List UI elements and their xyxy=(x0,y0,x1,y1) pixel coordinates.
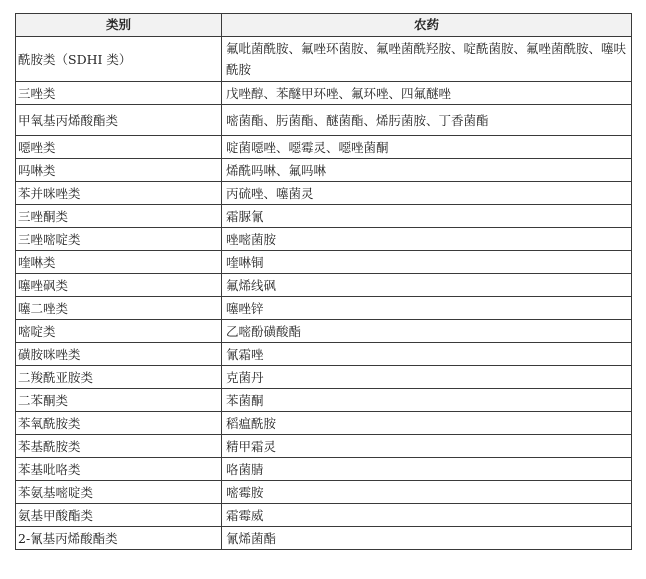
table-row xyxy=(16,136,632,159)
category-cell: 酰胺类（SDHI 类） xyxy=(16,37,222,82)
pesticide-classification-table xyxy=(15,13,632,550)
table-row xyxy=(16,274,632,297)
category-cell: 氨基甲酸酯类 xyxy=(16,504,222,527)
pesticide-cell: 嘧霉胺 xyxy=(222,481,632,504)
table-row xyxy=(16,389,632,412)
pesticide-cell: 啶菌噁唑、噁霉灵、噁唑菌酮 xyxy=(222,136,632,159)
column-header-pesticide: 农药 xyxy=(222,14,632,37)
pesticide-cell: 氰烯菌酯 xyxy=(222,527,632,550)
table-row xyxy=(16,481,632,504)
category-cell: 甲氧基丙烯酸酯类 xyxy=(16,105,222,136)
category-cell: 苯基酰胺类 xyxy=(16,435,222,458)
category-cell: 三唑酮类 xyxy=(16,205,222,228)
pesticide-cell: 氟吡菌酰胺、氟唑环菌胺、氟唑菌酰羟胺、啶酰菌胺、氟唑菌酰胺、噻呋酰胺 xyxy=(222,37,632,82)
pesticide-cell: 霜脲氰 xyxy=(222,205,632,228)
table-row xyxy=(16,159,632,182)
table-row xyxy=(16,182,632,205)
pesticide-cell: 戊唑醇、苯醚甲环唑、氟环唑、四氟醚唑 xyxy=(222,82,632,105)
category-cell: 2-氰基丙烯酸酯类 xyxy=(16,527,222,550)
table-row xyxy=(16,82,632,105)
pesticide-cell: 精甲霜灵 xyxy=(222,435,632,458)
table-row xyxy=(16,504,632,527)
table-row xyxy=(16,228,632,251)
table-header-row xyxy=(16,14,632,37)
table-row xyxy=(16,297,632,320)
pesticide-cell: 烯酰吗啉、氟吗啉 xyxy=(222,159,632,182)
table-row xyxy=(16,366,632,389)
pesticide-cell: 唑嘧菌胺 xyxy=(222,228,632,251)
category-cell: 苯氨基嘧啶类 xyxy=(16,481,222,504)
category-cell: 二苯酮类 xyxy=(16,389,222,412)
category-cell: 嘧啶类 xyxy=(16,320,222,343)
table-row xyxy=(16,343,632,366)
table-row xyxy=(16,205,632,228)
category-cell: 二羧酰亚胺类 xyxy=(16,366,222,389)
category-cell: 苯氧酰胺类 xyxy=(16,412,222,435)
category-cell: 三唑类 xyxy=(16,82,222,105)
table-row xyxy=(16,527,632,550)
pesticide-cell: 氰霜唑 xyxy=(222,343,632,366)
category-cell: 苯基吡咯类 xyxy=(16,458,222,481)
table-row xyxy=(16,251,632,274)
category-cell: 苯并咪唑类 xyxy=(16,182,222,205)
pesticide-cell: 苯菌酮 xyxy=(222,389,632,412)
pesticide-cell: 稻瘟酰胺 xyxy=(222,412,632,435)
category-cell: 吗啉类 xyxy=(16,159,222,182)
pesticide-cell: 乙嘧酚磺酸酯 xyxy=(222,320,632,343)
pesticide-cell: 咯菌腈 xyxy=(222,458,632,481)
table-row xyxy=(16,37,632,82)
category-cell: 噻二唑类 xyxy=(16,297,222,320)
pesticide-cell: 嘧菌酯、肟菌酯、醚菌酯、烯肟菌胺、丁香菌酯 xyxy=(222,105,632,136)
column-header-category: 类别 xyxy=(16,14,222,37)
pesticide-cell: 丙硫唑、噻菌灵 xyxy=(222,182,632,205)
table-row xyxy=(16,412,632,435)
table-row xyxy=(16,458,632,481)
pesticide-cell: 克菌丹 xyxy=(222,366,632,389)
category-cell: 噁唑类 xyxy=(16,136,222,159)
category-cell: 磺胺咪唑类 xyxy=(16,343,222,366)
pesticide-cell: 喹啉铜 xyxy=(222,251,632,274)
pesticide-cell: 噻唑锌 xyxy=(222,297,632,320)
pesticide-cell: 霜霉威 xyxy=(222,504,632,527)
category-cell: 噻唑砜类 xyxy=(16,274,222,297)
table-row xyxy=(16,320,632,343)
category-cell: 三唑嘧啶类 xyxy=(16,228,222,251)
category-cell: 喹啉类 xyxy=(16,251,222,274)
table-row xyxy=(16,435,632,458)
table-row xyxy=(16,105,632,136)
pesticide-cell: 氟烯线砜 xyxy=(222,274,632,297)
